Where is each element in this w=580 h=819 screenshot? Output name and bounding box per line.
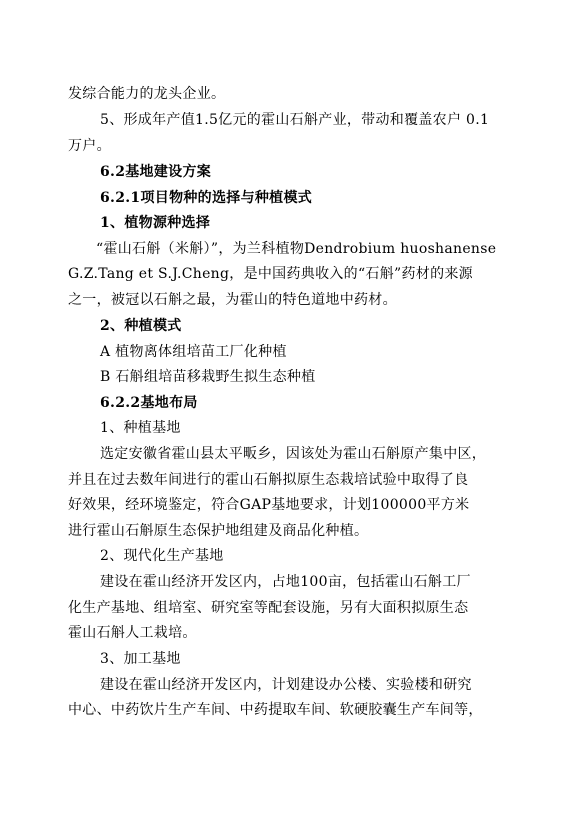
item-heading: 2、现代化生产基地: [100, 548, 224, 564]
paragraph-line: 发综合能力的龙头企业。: [68, 86, 226, 102]
paragraph-line: 选定安徽省霍山县太平畈乡，因该处为霍山石斛原产集中区，: [100, 446, 487, 462]
item-heading: 1、植物源种选择: [100, 215, 211, 231]
paragraph-line: 好效果，经环境鉴定，符合GAP基地要求，计划100000平方米: [68, 497, 470, 513]
paragraph-line: 化生产基地、组培室、研究室等配套设施，另有大面积拟原生态: [68, 600, 469, 616]
paragraph-line: 5、形成年产值1.5亿元的霍山石斛产业，带动和覆盖农户 0.1: [100, 112, 490, 128]
list-item: B 石斛组培苗移栽野生拟生态种植: [100, 369, 316, 385]
paragraph-line: G.Z.Tang et S.J.Cheng，是中国药典收入的“石斛”药材的来源: [68, 266, 473, 282]
paragraph-line: 并且在过去数年间进行的霍山石斛拟原生态栽培试验中取得了良: [68, 472, 469, 488]
subsection-heading: 6.2.2基地布局: [100, 395, 198, 411]
paragraph-line: 万户。: [68, 138, 111, 154]
paragraph-line: 建设在霍山经济开发区内，计划建设办公楼、实验楼和研究: [100, 677, 472, 693]
paragraph-line: 之一，被冠以石斛之最，为霍山的特色道地中药材。: [68, 292, 397, 308]
item-heading: 1、种植基地: [100, 420, 181, 436]
paragraph-line: 霍山石斛人工栽培。: [68, 625, 197, 641]
paragraph-line: 中心、中药饮片生产车间、中药提取车间、软硬胶囊生产车间等，: [68, 702, 483, 718]
section-heading: 6.2基地建设方案: [100, 164, 212, 180]
subsection-heading: 6.2.1项目物种的选择与种植模式: [100, 190, 313, 206]
list-item: A 植物离体组培苗工厂化种植: [100, 344, 287, 360]
item-heading: 2、种植模式: [100, 318, 182, 334]
item-heading: 3、加工基地: [100, 651, 181, 667]
paragraph-line: 建设在霍山经济开发区内，占地100亩，包括霍山石斛工厂: [100, 574, 471, 590]
paragraph-line: 进行霍山石斛原生态保护地组建及商品化种植。: [68, 523, 369, 539]
paragraph-line: “霍山石斛（米斛）”，为兰科植物Dendrobium huoshanense: [96, 241, 497, 257]
